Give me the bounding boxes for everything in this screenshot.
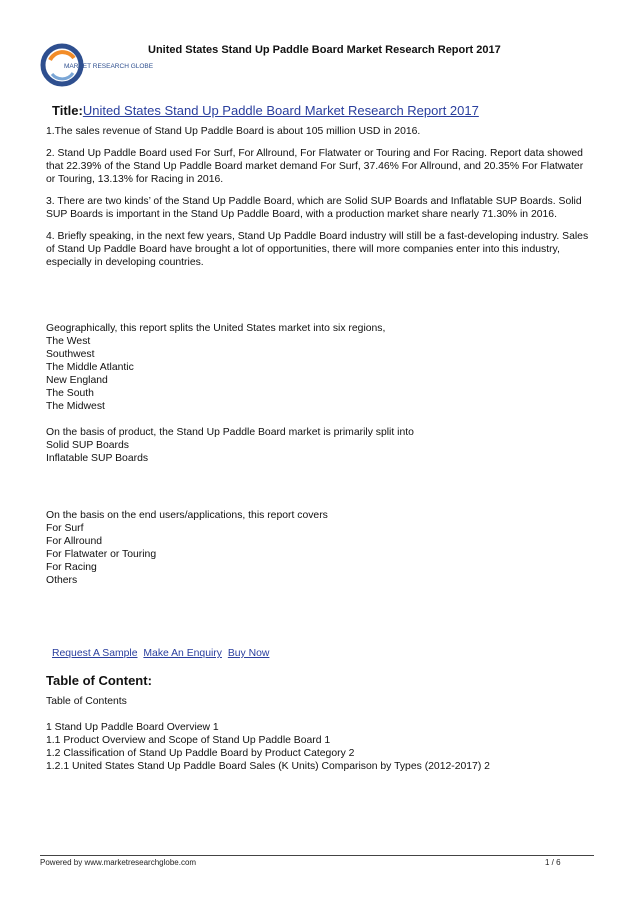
- footer-divider: [40, 855, 594, 856]
- make-enquiry-link[interactable]: Make An Enquiry: [143, 648, 222, 659]
- paragraph-1: 1.The sales revenue of Stand Up Paddle Board is about 105 million USD in 2016.: [46, 126, 421, 137]
- spacer: [46, 587, 594, 647]
- toc-heading: Table of Content:: [46, 673, 152, 688]
- market-research-globe-logo: [40, 40, 154, 90]
- document-body: [46, 104, 594, 773]
- product-intro: On the basis of product, the Stand Up Paddle Board market is primarily split into: [46, 427, 414, 438]
- toc-item: 1.2 Classification of Stand Up Paddle Board by Product Category 2: [46, 748, 355, 759]
- regions-intro: Geographically, this report splits the United States market into six regions,: [46, 323, 386, 334]
- region-item: The Midwest: [46, 401, 105, 412]
- spacer: [46, 465, 594, 509]
- header-title: United States Stand Up Paddle Board Market Research Report 2017: [148, 44, 501, 56]
- paragraph-2: 2. Stand Up Paddle Board used For Surf, For Allround, For Flatwater or Touring and For Racing. Report data showed that 22.39% of the Stand Up Paddle Board market demand For Surf, 37.46% For Allround, and 20.35% For Flatwater or Touring, 13.13% for Racing in 2016.: [46, 148, 584, 185]
- toc-item: 1 Stand Up Paddle Board Overview 1: [46, 722, 219, 733]
- paragraph-4: 4. Briefly speaking, in the next few years, Stand Up Paddle Board industry will still be a fast-developing industry. Sales of Stand Up Paddle Board have brought a lot of opportunities, there will more companies enter into this industry, especially in developing countries.: [46, 231, 589, 268]
- logo-text: MARKET RESEARCH GLOBE: [64, 63, 154, 70]
- application-item: For Flatwater or Touring: [46, 549, 157, 560]
- product-item: Inflatable SUP Boards: [46, 453, 149, 464]
- report-title-link[interactable]: United States Stand Up Paddle Board Market Research Report 2017: [82, 103, 479, 118]
- region-item: The South: [46, 388, 94, 399]
- report-title-line: [46, 104, 594, 117]
- region-item: The Middle Atlantic: [46, 362, 134, 373]
- toc-title: Table of Contents: [46, 696, 127, 707]
- application-item: For Allround: [46, 536, 103, 547]
- spacer: [46, 278, 594, 322]
- action-links: [46, 647, 594, 660]
- buy-now-link[interactable]: Buy Now: [227, 648, 270, 659]
- footer-page-number: 1 / 6: [545, 858, 561, 867]
- region-item: The West: [46, 336, 91, 347]
- region-item: New England: [46, 375, 108, 386]
- application-item: For Surf: [46, 523, 84, 534]
- spacer: [46, 413, 594, 426]
- toc-item: 1.2.1 United States Stand Up Paddle Board Sales (K Units) Comparison by Types (2012-2017) 2: [46, 761, 490, 772]
- footer-powered-by: Powered by www.marketresearchglobe.com: [40, 858, 197, 867]
- application-item: For Racing: [46, 562, 97, 573]
- title-label: Title:: [52, 103, 83, 118]
- toc-item: 1.1 Product Overview and Scope of Stand Up Paddle Board 1: [46, 735, 331, 746]
- spacer: [46, 708, 594, 721]
- application-item: Others: [46, 575, 78, 586]
- product-item: Solid SUP Boards: [46, 440, 129, 451]
- region-item: Southwest: [46, 349, 95, 360]
- applications-intro: On the basis on the end users/applications, this report covers: [46, 510, 328, 521]
- page-header: [0, 28, 638, 88]
- request-sample-link[interactable]: Request A Sample: [52, 648, 138, 659]
- paragraph-3: 3. There are two kinds’ of the Stand Up Paddle Board, which are Solid SUP Boards and Inflatable SUP Boards. Solid SUP Boards is important in the Stand Up Paddle Board, with a production market share nearly 71.30% in 2016.: [46, 196, 582, 220]
